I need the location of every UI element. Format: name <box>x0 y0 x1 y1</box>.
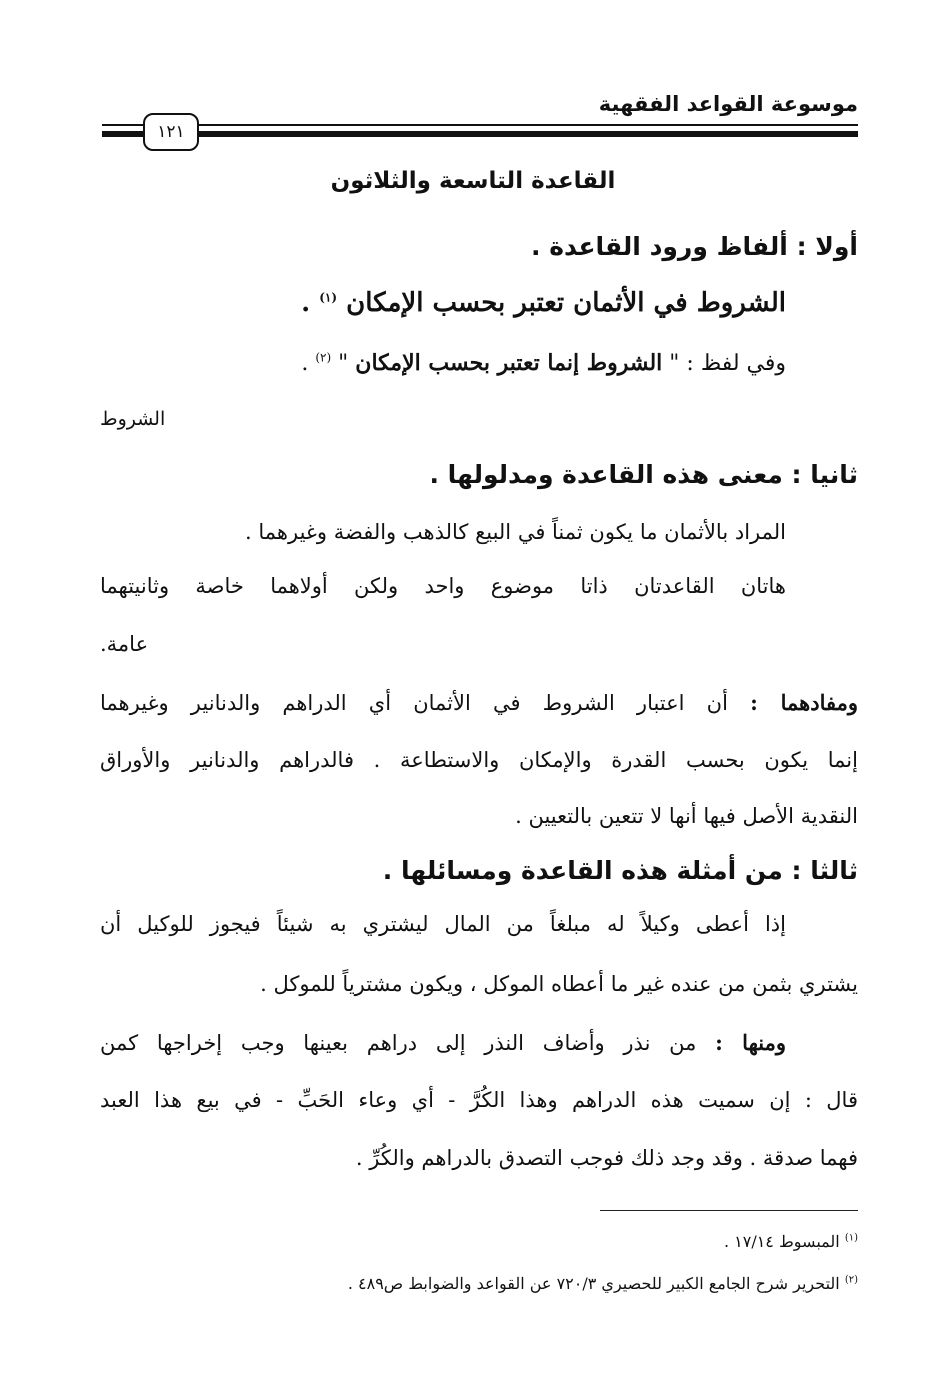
footnote-1-text: المبسوط ١٧/١٤ . <box>723 1232 840 1251</box>
footnote-ref-2[interactable]: (٢) <box>315 350 332 365</box>
example2-lead: ومنها : <box>715 1030 786 1055</box>
footnote-ref-1[interactable]: (١) <box>319 290 338 305</box>
rule-variant <box>301 350 786 376</box>
page-number: ١٢١ <box>143 113 199 151</box>
example1-line-2: يشتري بثمن من عنده غير ما أعطاه الموكل ، ويكون مشترياً للموكل . <box>260 972 858 996</box>
variant-end: . <box>301 351 309 376</box>
example2-line-1 <box>100 1030 786 1055</box>
header-thick-rule <box>102 131 858 137</box>
running-title: موسوعة القواعد الفقهية <box>598 92 858 116</box>
variant-suffix: " <box>338 351 349 376</box>
meaning-line-1: المراد بالأثمان ما يكون ثمناً في البيع كالذهب والفضة وغيرهما . <box>245 520 786 544</box>
variant-text: الشروط إنما تعتبر بحسب الإمكان <box>355 350 663 376</box>
footnote-1-marker: (١) <box>844 1232 858 1244</box>
footnote-2 <box>348 1274 858 1293</box>
section-heading-1: أولا : ألفاظ ورود القاعدة . <box>531 232 858 261</box>
rule-text: الشروط في الأثمان تعتبر بحسب الإمكان <box>346 288 786 318</box>
footnote-separator <box>600 1210 858 1211</box>
footnote-1 <box>724 1232 858 1251</box>
benefit-line-1 <box>100 690 858 715</box>
benefit-lead: ومفادهما : <box>750 690 858 715</box>
benefit-text-1: أن اعتبار الشروط في الأثمان أي الدراهم والدنانير وغيرهما <box>100 691 728 715</box>
section-heading-3: ثالثا : من أمثلة هذه القاعدة ومسائلها . <box>382 856 858 885</box>
example2-line-2: قال : إن سميت هذه الدراهم وهذا الكُرَّ - أي وعاء الحَبِّ - في بيع هذا العبد <box>100 1088 858 1112</box>
example1-line-1: إذا أعطى وكيلاً له مبلغاً من المال ليشتري به شيئاً فيجوز للوكيل أن <box>100 912 786 936</box>
meaning-line-3: عامة. <box>100 632 149 656</box>
margin-note: الشروط <box>100 408 166 430</box>
footnote-2-marker: (٢) <box>844 1274 858 1286</box>
benefit-line-2: إنما يكون بحسب القدرة والإمكان والاستطاعة . فالدراهم والدنانير والأوراق <box>100 748 858 772</box>
benefit-line-3: النقدية الأصل فيها أنها لا تتعين بالتعيين . <box>515 804 858 828</box>
rule-statement <box>301 288 786 318</box>
rule-end: . <box>301 288 311 318</box>
example2-line-3: فهما صدقة . وقد وجد ذلك فوجب التصدق بالدراهم والكُرِّ . <box>355 1146 858 1170</box>
chapter-title: القاعدة التاسعة والثلاثون <box>330 168 616 194</box>
header-thin-rule <box>102 124 858 126</box>
footnote-2-text: التحرير شرح الجامع الكبير للحصيري ٧٢٠/٣ عن القواعد والضوابط ص٤٨٩ . <box>347 1274 840 1293</box>
meaning-line-2: هاتان القاعدتان ذاتا موضوع واحد ولكن أولاهما خاصة وثانيتهما <box>100 574 786 598</box>
section-heading-2: ثانيا : معنى هذه القاعدة ومدلولها . <box>429 460 858 489</box>
example2-text-1: من نذر وأضاف النذر إلى دراهم بعينها وجب إخراجها كمن <box>100 1031 697 1055</box>
variant-prefix: وفي لفظ : " <box>669 351 786 376</box>
